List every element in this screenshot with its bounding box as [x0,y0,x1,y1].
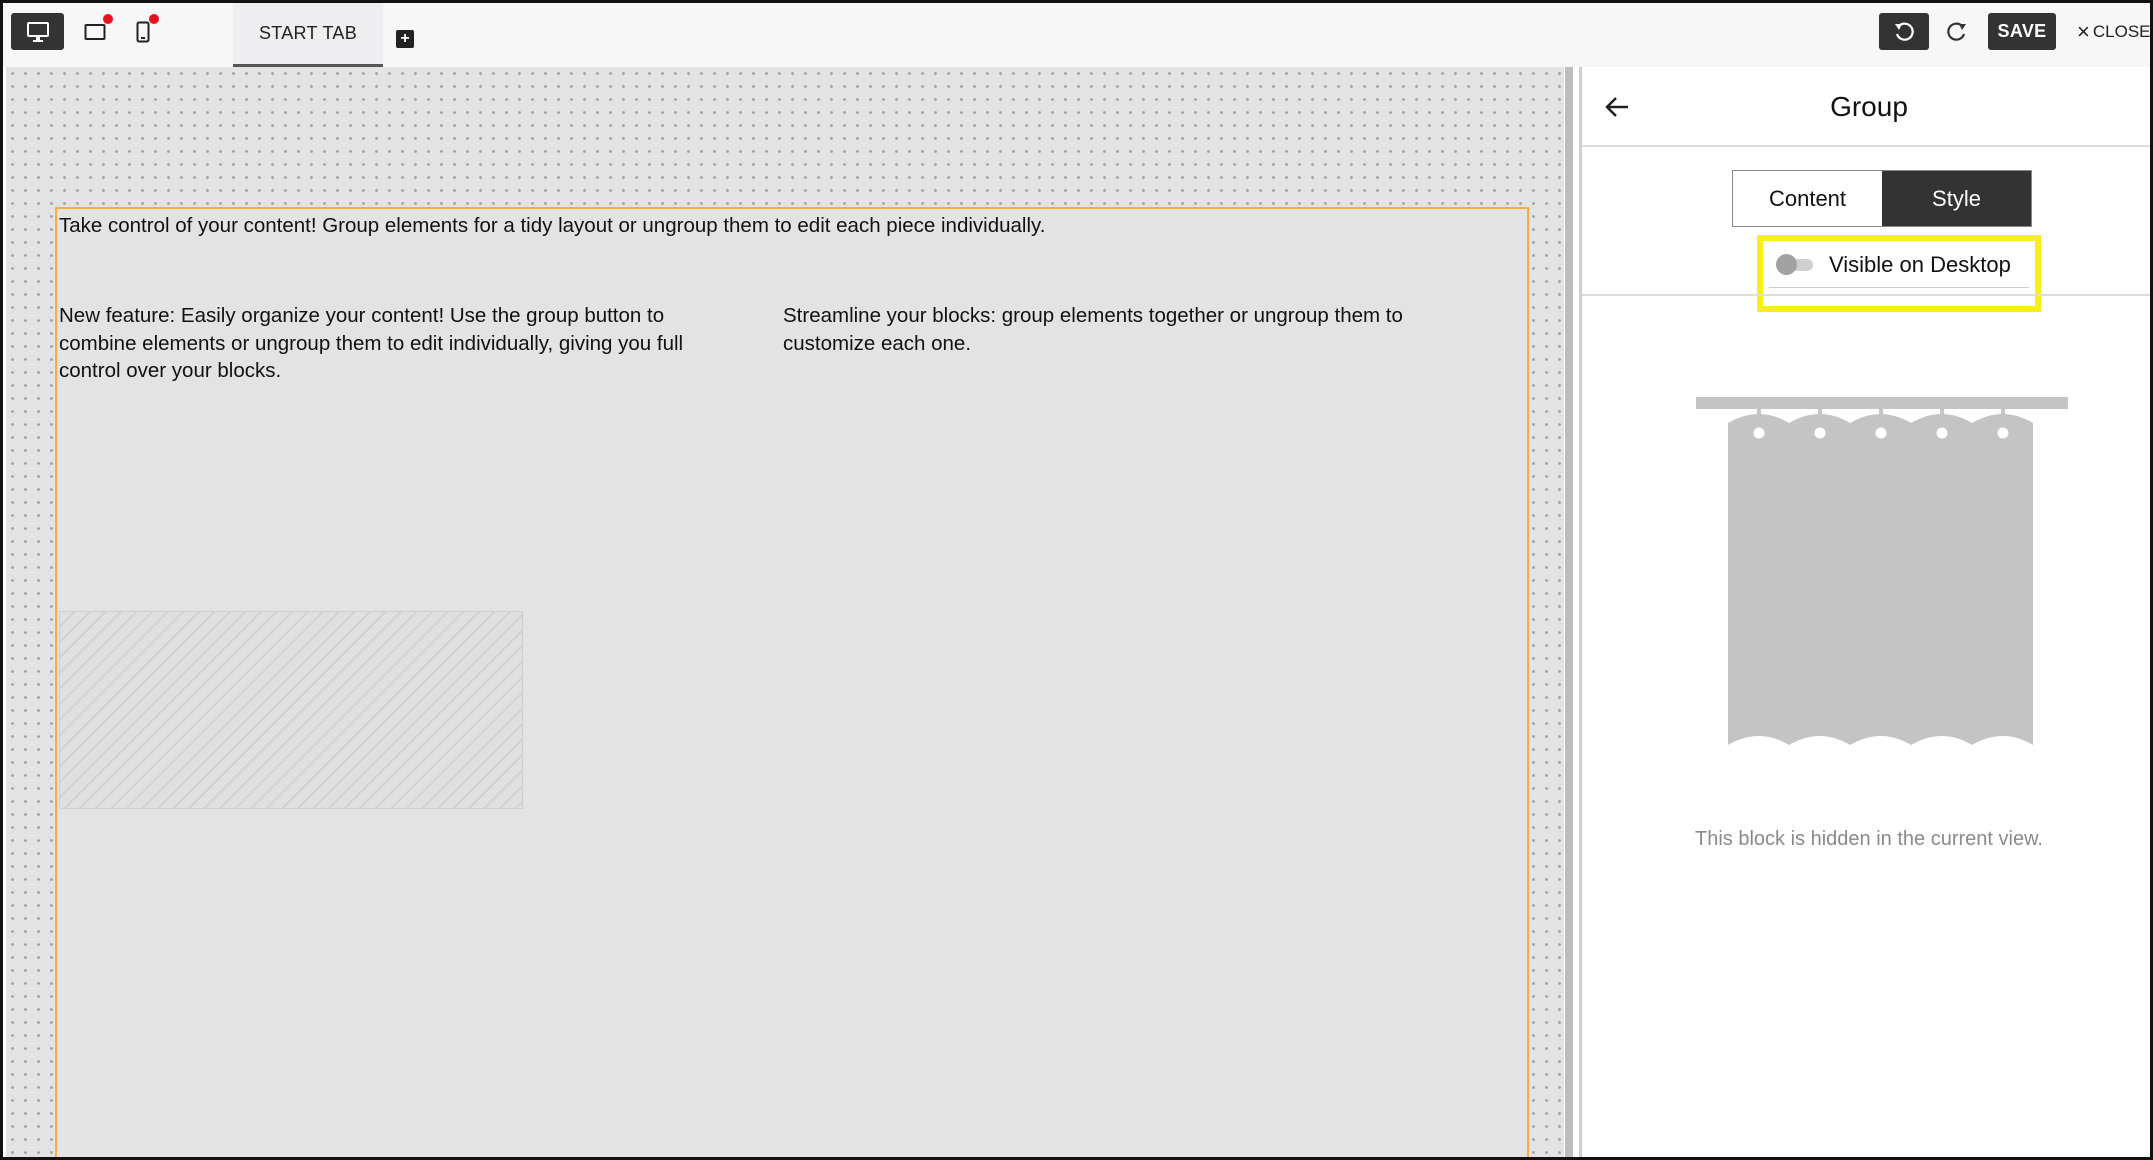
visibility-highlight [1757,235,2041,312]
content-style-switch [1732,170,2032,227]
close-label: CLOSE [2092,21,2151,41]
hidden-message: This block is hidden in the current view. [1695,828,2043,850]
tablet-changes-indicator [103,14,113,24]
curtain-icon [1696,397,2068,767]
settings-panel [1579,67,2153,1160]
plus-square-icon: + [400,30,410,47]
tablet-view-button[interactable] [73,13,117,50]
panel-header [1582,67,2153,147]
panel-divider [1582,294,2153,296]
text-block-intro[interactable]: Take control of your content! Group elements for a tidy layout or ungroup them to edit each piece individually. [59,214,1046,237]
undo-icon [1893,21,1915,43]
desktop-icon [26,21,50,43]
text-block-left[interactable]: New feature: Easily organize your content! Use the group button to combine elements or ungroup them to edit individually, giving you full control over your blocks. [59,304,684,382]
close-button[interactable] [2077,13,2153,50]
close-icon: × [2077,18,2090,44]
save-button[interactable]: SAVE [1988,13,2056,50]
redo-button[interactable] [1935,13,1979,50]
mobile-view-button[interactable] [123,13,163,50]
mobile-changes-indicator [149,14,159,24]
toggle-knob [1776,254,1797,275]
tab-style[interactable]: Style [1882,171,2031,226]
tablet-icon [84,23,106,41]
visibility-toggle[interactable] [1779,259,1813,271]
image-placeholder[interactable] [59,611,523,809]
tab-start[interactable]: START TAB [233,3,383,67]
tab-content[interactable]: Content [1733,171,1882,226]
editor-canvas[interactable] [6,67,1564,1160]
panel-title: Group [1830,91,1908,122]
visibility-label: Visible on Desktop [1829,252,2011,277]
visibility-row [1769,243,2029,288]
group-block[interactable] [55,207,1529,1160]
canvas-scrollbar[interactable] [1565,67,1573,1160]
mobile-icon [136,21,150,43]
text-block-right[interactable]: Streamline your blocks: group elements together or ungroup them to customize each one. [783,304,1403,355]
desktop-view-button[interactable] [11,13,64,50]
undo-button[interactable] [1879,13,1929,50]
redo-icon [1946,21,1968,43]
add-tab-button[interactable] [396,30,414,48]
top-toolbar [3,3,2150,67]
